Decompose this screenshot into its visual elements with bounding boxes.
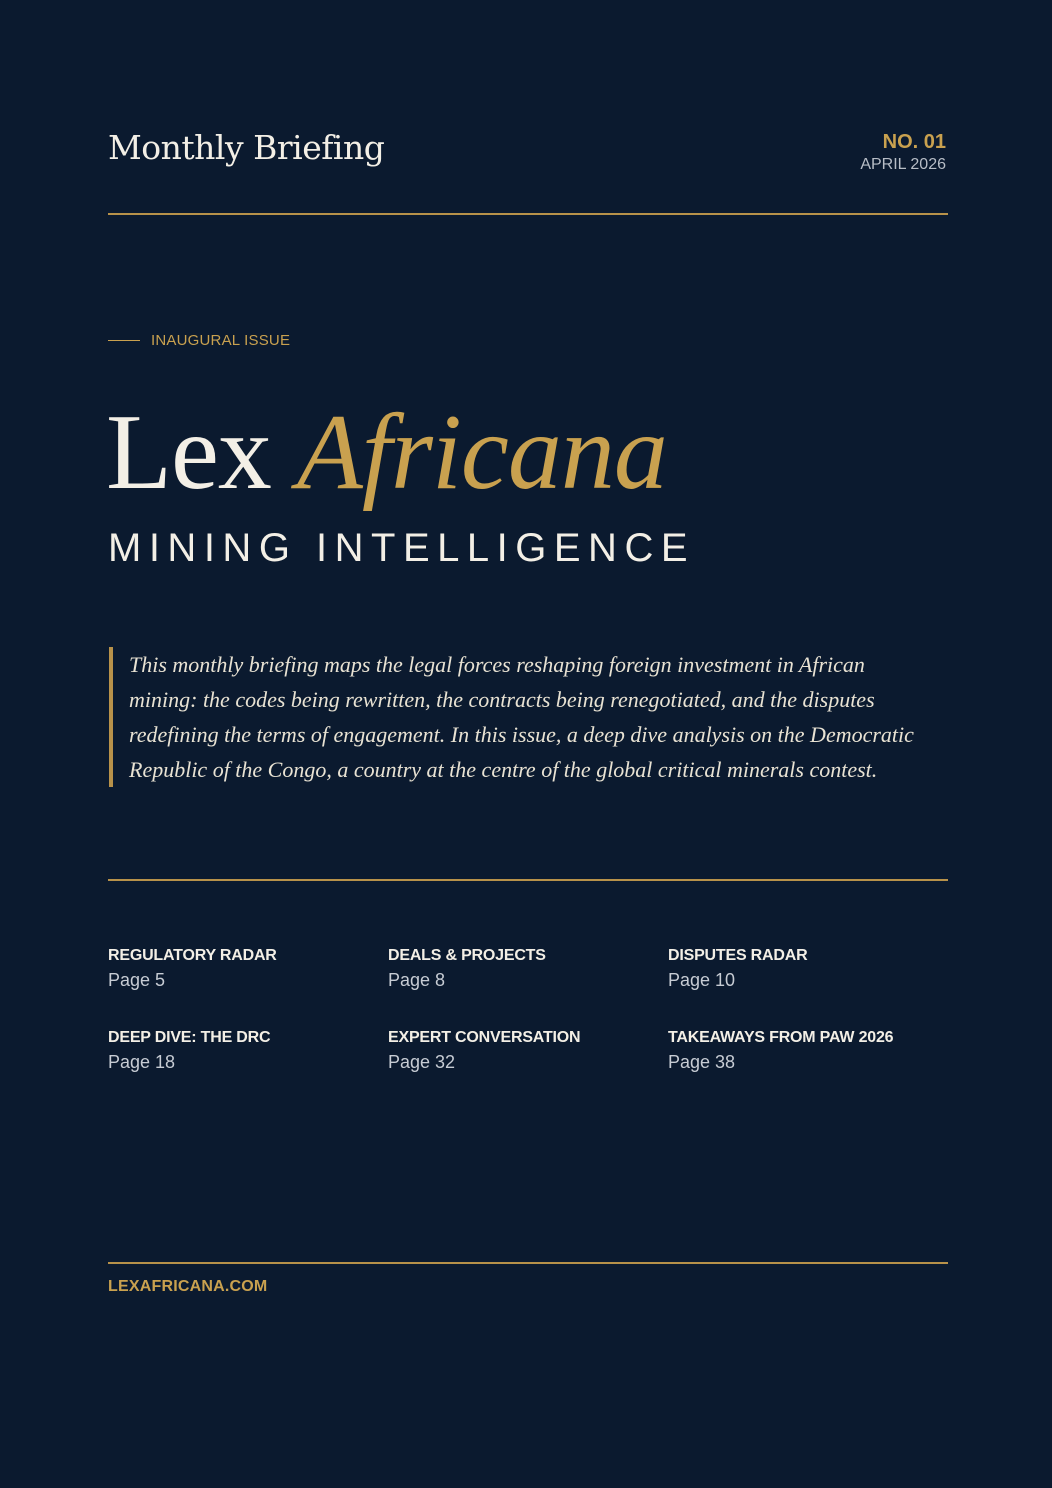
toc-item-deals-projects[interactable] bbox=[388, 946, 668, 994]
header-divider bbox=[108, 213, 948, 215]
intro-paragraph: This monthly briefing maps the legal forces reshaping foreign investment in African mining: the codes being rewritten, the contracts being renegotiated, and the disputes redefining the terms of engagement. In this issue, a deep dive analysis on the Democratic Republic of the Congo, a country at the centre of the global critical minerals contest. bbox=[109, 647, 929, 787]
kicker-text: INAUGURAL ISSUE bbox=[151, 332, 291, 349]
footer-divider bbox=[108, 1262, 948, 1264]
brand-title: Monthly Briefing bbox=[108, 128, 385, 167]
issue-number: NO. 01 bbox=[882, 131, 946, 153]
issue-info bbox=[860, 130, 946, 176]
issue-date: APRIL 2026 bbox=[860, 156, 946, 173]
website-link[interactable]: LEXAFRICANA.COM bbox=[108, 1278, 268, 1295]
toc-item-page: Page 18 bbox=[108, 1052, 176, 1072]
publication-subtitle: MINING INTELLIGENCE bbox=[108, 526, 696, 570]
toc-item-deep-dive-drc[interactable] bbox=[108, 1028, 388, 1076]
toc-item-title: EXPERT CONVERSATION bbox=[388, 1029, 581, 1046]
publication-title bbox=[106, 388, 667, 518]
toc-item-page: Page 32 bbox=[388, 1052, 456, 1072]
toc-item-takeaways-paw[interactable] bbox=[668, 1028, 948, 1076]
title-africana: Africana bbox=[296, 393, 667, 512]
toc-item-expert-conversation[interactable] bbox=[388, 1028, 668, 1076]
toc-item-page: Page 5 bbox=[108, 970, 166, 990]
kicker-line bbox=[108, 340, 140, 341]
toc-item-title: DEEP DIVE: THE DRC bbox=[108, 1029, 271, 1046]
kicker bbox=[108, 332, 290, 349]
toc-item-page: Page 10 bbox=[668, 970, 736, 990]
toc-item-page: Page 38 bbox=[668, 1052, 736, 1072]
toc-item-regulatory-radar[interactable] bbox=[108, 946, 388, 994]
toc-item-disputes-radar[interactable] bbox=[668, 946, 948, 994]
intro-divider bbox=[108, 879, 948, 881]
toc-item-title: DISPUTES RADAR bbox=[668, 947, 808, 964]
title-lex: Lex bbox=[106, 393, 271, 512]
toc-item-title: REGULATORY RADAR bbox=[108, 947, 277, 964]
toc-item-title: DEALS & PROJECTS bbox=[388, 947, 546, 964]
toc-item-page: Page 8 bbox=[388, 970, 446, 990]
toc-item-title: TAKEAWAYS FROM PAW 2026 bbox=[668, 1029, 894, 1046]
